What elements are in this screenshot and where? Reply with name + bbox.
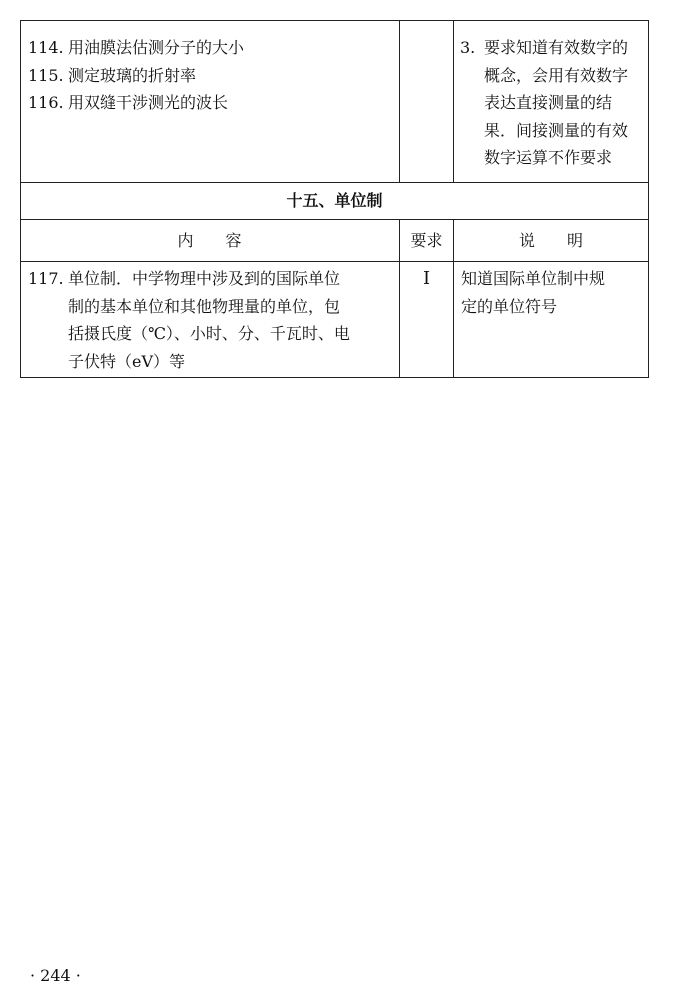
list-item [28, 62, 396, 90]
item-number: 116. [28, 93, 64, 112]
item-number: 114. [28, 38, 64, 57]
item-number: 3. [460, 38, 476, 57]
explanation-line: 定的单位符号 [461, 296, 558, 316]
column-divider [453, 20, 454, 182]
item-text: 用双缝干涉测光的波长 [68, 93, 229, 112]
section-title: 十五、单位制 [286, 191, 383, 210]
header-requirement: 要求 [410, 231, 443, 250]
list-item [460, 34, 646, 62]
item-number: 115. [28, 65, 64, 85]
item-number: 117. [28, 269, 64, 288]
row-divider [20, 261, 649, 262]
note-line: 要求知道有效数字的 [484, 38, 629, 57]
note-line: 表达直接测量的结 [484, 93, 613, 112]
item-text: 测定玻璃的折射率 [68, 65, 197, 85]
list-item [28, 265, 396, 293]
item-line: 单位制．中学物理中涉及到的国际单位 [68, 269, 341, 288]
experiment-list [28, 34, 396, 117]
table-top-border [20, 20, 649, 21]
item-line: 制的基本单位和其他物理量的单位，包 [68, 296, 341, 316]
item-line: 子伏特（eV）等 [68, 351, 186, 371]
list-item [28, 34, 396, 62]
table-bottom-border [20, 377, 649, 378]
note-line: 概念，会用有效数字 [484, 65, 629, 85]
item-117-explanation [461, 265, 647, 320]
explanation-line: 知道国际单位制中规 [461, 269, 606, 288]
note-line: 果．间接测量的有效 [484, 120, 629, 140]
header-content: 内 容 [177, 231, 242, 250]
column-divider [399, 20, 400, 182]
page-number: · 244 · [30, 966, 81, 985]
syllabus-table [20, 20, 649, 378]
item-text: 用油膜法估测分子的大小 [68, 38, 245, 57]
row-divider [20, 219, 649, 220]
item-117 [28, 265, 396, 375]
note-line: 数字运算不作要求 [484, 148, 613, 167]
note-3 [460, 34, 646, 172]
list-item [28, 89, 396, 117]
item-line: 括摄氏度（℃）、小时、分、千瓦时、电 [68, 324, 350, 343]
requirement-level: I [422, 268, 431, 289]
header-explanation: 说 明 [518, 231, 583, 250]
row-divider [20, 182, 649, 183]
